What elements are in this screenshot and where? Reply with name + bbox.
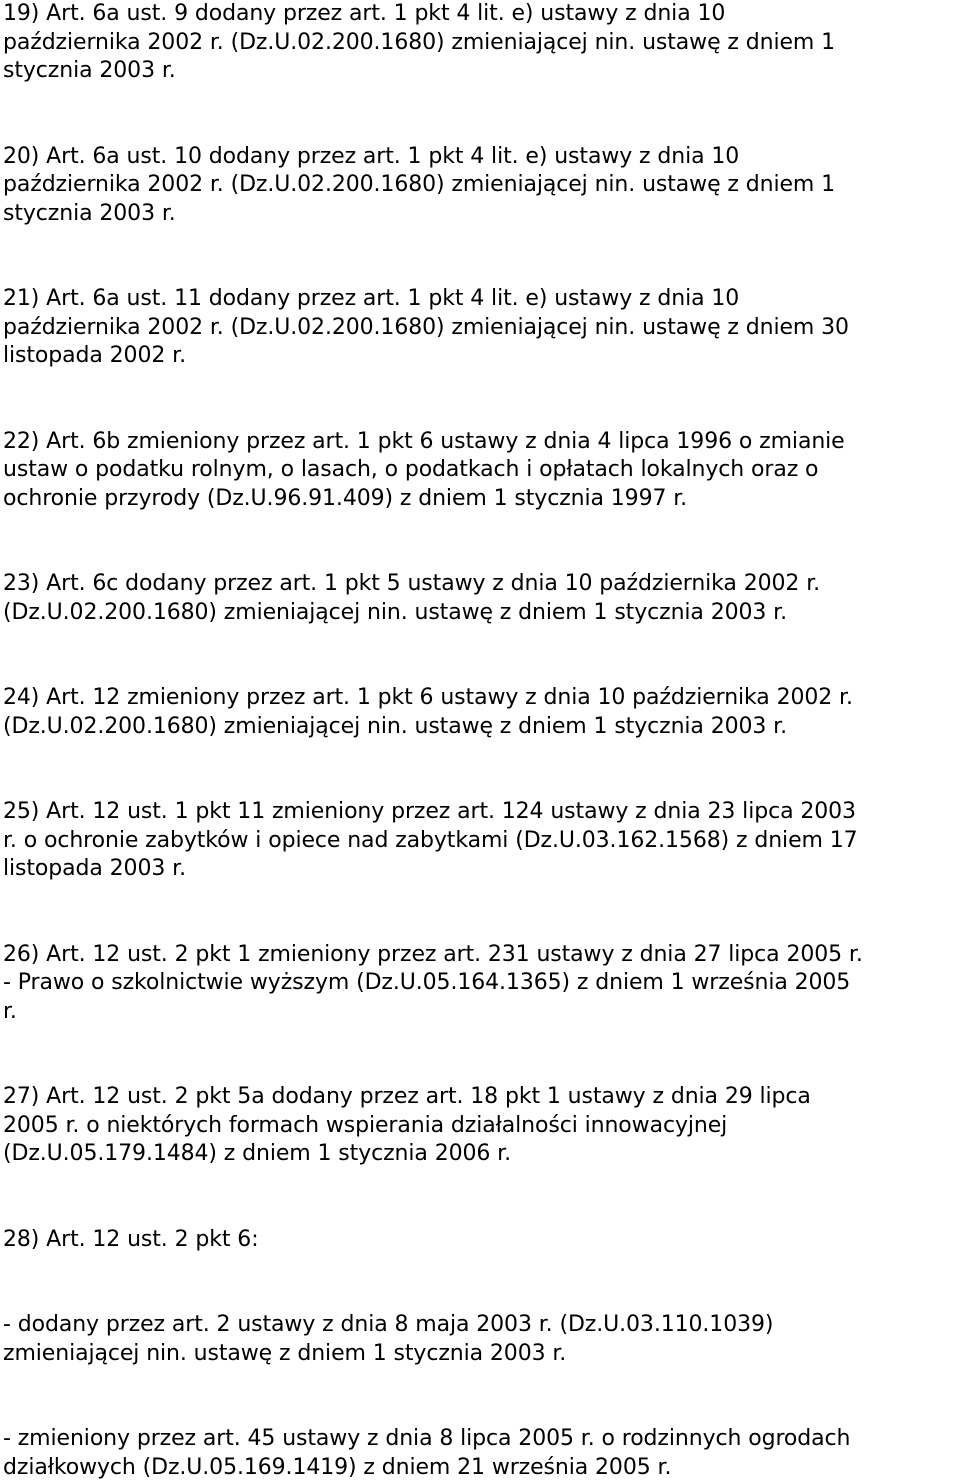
footnote-line: r.: [3, 998, 960, 1027]
footnote-line: 19) Art. 6a ust. 9 dodany przez art. 1 pkt 4 lit. e) ustawy z dnia 10: [3, 0, 960, 29]
footnote-24: [3, 684, 960, 741]
paragraph-gap: [3, 86, 960, 143]
footnote-28-item-a: [3, 1311, 960, 1368]
footnote-23: [3, 570, 960, 627]
footnote-line: 28) Art. 12 ust. 2 pkt 6:: [3, 1226, 960, 1255]
paragraph-gap: [3, 1254, 960, 1311]
paragraph-gap: [3, 513, 960, 570]
footnote-line: października 2002 r. (Dz.U.02.200.1680) zmieniającej nin. ustawę z dniem 30: [3, 314, 960, 343]
paragraph-gap: [3, 627, 960, 684]
footnote-line: działkowych (Dz.U.05.169.1419) z dniem 21 września 2005 r.: [3, 1454, 960, 1482]
footnote-21: [3, 285, 960, 371]
footnote-28-item-b: [3, 1425, 960, 1482]
footnote-28: [3, 1226, 960, 1255]
footnote-line: - zmieniony przez art. 45 ustawy z dnia 8 lipca 2005 r. o rodzinnych ogrodach: [3, 1425, 960, 1454]
footnote-line: zmieniającej nin. ustawę z dniem 1 stycznia 2003 r.: [3, 1340, 960, 1369]
footnote-line: 27) Art. 12 ust. 2 pkt 5a dodany przez art. 18 pkt 1 ustawy z dnia 29 lipca: [3, 1083, 960, 1112]
footnote-25: [3, 798, 960, 884]
footnote-line: 2005 r. o niektórych formach wspierania działalności innowacyjnej: [3, 1112, 960, 1141]
footnote-line: 22) Art. 6b zmieniony przez art. 1 pkt 6 ustawy z dnia 4 lipca 1996 o zmianie: [3, 428, 960, 457]
footnote-line: listopada 2002 r.: [3, 342, 960, 371]
footnote-line: 21) Art. 6a ust. 11 dodany przez art. 1 pkt 4 lit. e) ustawy z dnia 10: [3, 285, 960, 314]
footnote-20: [3, 143, 960, 229]
footnote-line: r. o ochronie zabytków i opiece nad zabytkami (Dz.U.03.162.1568) z dniem 17: [3, 827, 960, 856]
footnote-line: października 2002 r. (Dz.U.02.200.1680) zmieniającej nin. ustawę z dniem 1: [3, 29, 960, 58]
footnote-26: [3, 941, 960, 1027]
footnote-19: [3, 0, 960, 86]
footnote-line: stycznia 2003 r.: [3, 200, 960, 229]
footnote-line: (Dz.U.05.179.1484) z dniem 1 stycznia 2006 r.: [3, 1140, 960, 1169]
footnote-line: 23) Art. 6c dodany przez art. 1 pkt 5 ustawy z dnia 10 października 2002 r.: [3, 570, 960, 599]
footnote-line: (Dz.U.02.200.1680) zmieniającej nin. ustawę z dniem 1 stycznia 2003 r.: [3, 713, 960, 742]
paragraph-gap: [3, 1169, 960, 1226]
footnote-line: (Dz.U.02.200.1680) zmieniającej nin. ustawę z dniem 1 stycznia 2003 r.: [3, 599, 960, 628]
footnote-22: [3, 428, 960, 514]
footnote-line: ustaw o podatku rolnym, o lasach, o podatkach i opłatach lokalnych oraz o: [3, 456, 960, 485]
footnote-line: 25) Art. 12 ust. 1 pkt 11 zmieniony przez art. 124 ustawy z dnia 23 lipca 2003: [3, 798, 960, 827]
footnote-line: listopada 2003 r.: [3, 855, 960, 884]
paragraph-gap: [3, 884, 960, 941]
footnote-line: 20) Art. 6a ust. 10 dodany przez art. 1 pkt 4 lit. e) ustawy z dnia 10: [3, 143, 960, 172]
footnote-line: stycznia 2003 r.: [3, 57, 960, 86]
footnote-line: ochronie przyrody (Dz.U.96.91.409) z dniem 1 stycznia 1997 r.: [3, 485, 960, 514]
paragraph-gap: [3, 371, 960, 428]
footnote-line: - dodany przez art. 2 ustawy z dnia 8 maja 2003 r. (Dz.U.03.110.1039): [3, 1311, 960, 1340]
paragraph-gap: [3, 1368, 960, 1425]
paragraph-gap: [3, 741, 960, 798]
footnote-line: 24) Art. 12 zmieniony przez art. 1 pkt 6 ustawy z dnia 10 października 2002 r.: [3, 684, 960, 713]
paragraph-gap: [3, 228, 960, 285]
footnote-line: 26) Art. 12 ust. 2 pkt 1 zmieniony przez art. 231 ustawy z dnia 27 lipca 2005 r.: [3, 941, 960, 970]
document-body: [3, 0, 960, 1482]
footnote-27: [3, 1083, 960, 1169]
footnote-line: października 2002 r. (Dz.U.02.200.1680) zmieniającej nin. ustawę z dniem 1: [3, 171, 960, 200]
paragraph-gap: [3, 1026, 960, 1083]
footnote-line: - Prawo o szkolnictwie wyższym (Dz.U.05.164.1365) z dniem 1 września 2005: [3, 969, 960, 998]
